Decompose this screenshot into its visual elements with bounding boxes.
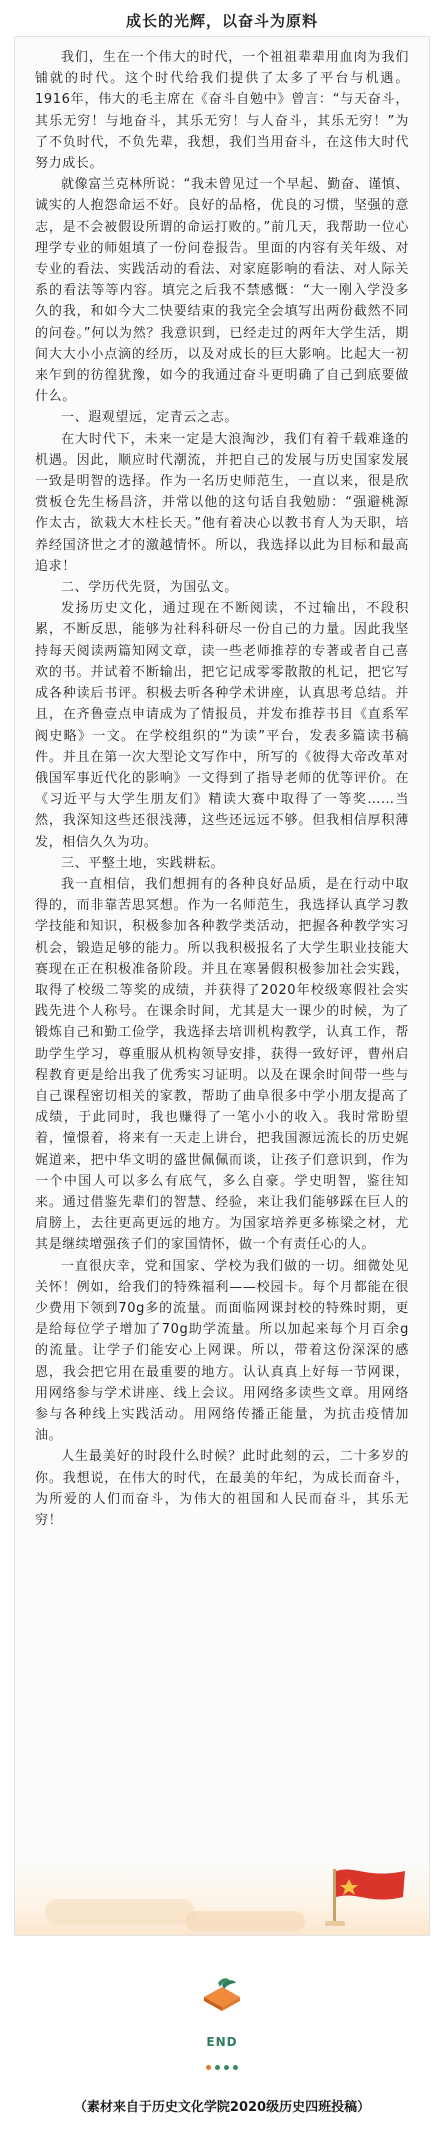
article-card (14, 36, 430, 1936)
paragraph-franklin: 就像富兰克林所说：“我未曾见过一个早起、勤奋、谨慎、诚实的人抱怨命运不好。良好的品格，优良的习惯，坚强的意志，是不会被假设所谓的命运打败的。”前几天，我帮助一位心理学专业的师姐填了一份问卷报告。里面的内容有关年级、对专业的看法、实践活动的看法、对家庭影响的看法、对人际关系的看法等等内容。填完之后我不禁感慨：“大一刚入学没多久的我，和如今大二快要结束的我完全会填写出两份截然不同的问卷。”何以为然？我意识到，已经走过的两年大学生活，期间大大小小点滴的经历，以及对成长的巨大影响。比起大一初来乍到的彷徨犹豫，如今的我通过奋斗更明确了自己到底要做什么。 (35, 177, 409, 405)
end-dots (202, 2055, 242, 2063)
cloud-decoration (45, 1899, 195, 1925)
dot (215, 2065, 220, 2070)
paragraph-intro: 我们，生在一个伟大的时代，一个祖祖辈辈用血肉为我们铺就的时代。这个时代给我们提供了太多了平台与机遇。1916年，伟大的毛主席在《奋斗自勉中》曾言：“与天奋斗，其乐无穷！与地奋斗，其乐无穷！与人奋斗，其乐无穷！”为了不负时代，不负先辈，我想，我们当用奋斗，在这伟大时代努力成长。 (35, 50, 409, 172)
paragraph-conclusion: 人生最美好的时段什么时候？此时此刻的云，二十多岁的你。我想说，在伟大的时代，在最美的年纪，为成长而奋斗，为所爱的人们而奋斗，为伟大的祖国和人民而奋斗，其乐无穷！ (35, 1449, 409, 1529)
flag-icon (319, 1863, 409, 1929)
page-title: 成长的光辉，以奋斗为原料 (125, 12, 318, 30)
footer-banner (15, 1863, 429, 1935)
paragraph-gratitude: 一直很庆幸，党和国家、学校为我们做的一切。细微处见关怀！例如，给我们的特殊福利——校园卡。每个月都能在很少费用下领到70g多的流量。而面临网课封校的特殊时期，更是给每位学子增加了70g助学流量。所以加起来每个月百余g的流量。让学子们能安心上网课。所以，带着这份深深的感恩，我会把它用在最重要的地方。认认真真上好每一节网课，用网络参与学术讲座、线上会议。用网络多读些文章。用网络参与各种线上实践活动。用网络传播正能量，为抗击疫情加油。 (35, 1258, 409, 1444)
cloud-decoration (185, 1911, 305, 1931)
section-heading-3: 三、平整土地，实践耕耘。 (61, 855, 225, 871)
paragraph-section-1: 在大时代下，未来一定是大浪淘沙，我们有着千载难逢的机遇。因此，顺应时代潮流，并把自己的发展与历史国家发展一致是明智的选择。作为一名历史师范生，一直以来，很是欣赏板仓先生杨昌济，并常以他的这句话自我勉励：“强避桃源作太古，欲栽大木柱长天。”他有着决心以教书育人为天职，培养经国济世之才的激越情怀。所以，我选择以此为目标和最高追求！ (35, 431, 409, 574)
section-heading-1: 一、遐观望远，定青云之志。 (61, 410, 238, 426)
paragraph-section-3: 我一直相信，我们想拥有的各种良好品质，是在行动中取得的，而非靠苦思冥想。作为一名师范生，我选择认真学习教学技能和知识，积极参加各种教学类活动，把握各种教学实习机会，锻造足够的能力。所以我积极报名了大学生职业技能大赛现在正在积极准备阶段。并且在寒暑假积极参加社会实践，取得了校级二等奖的成绩，并获得了2020年校级寒假社会实践先进个人称号。在课余时间，尤其是大一课少的时候，为了锻炼自己和勤工俭学，我选择去培训机构教学，认真工作，帮助学生学习，尊重服从机构领导安排，获得一致好评，曹州启程教育更是给出我了优秀实习证明。以及在课余时间带一些与自己课程密切相关的家教，帮助了曲阜很多中学小朋友提高了成绩，于此同时，我也赚得了一笔小小的收入。我时常盼望着，憧憬着，将来有一天走上讲台，把我国源远流长的历史娓娓道来，把中华文明的盛世佩佩而谈，让孩子们意识到，作为一个中国人可以多么有底气，多么自豪。学史明智，鉴往知来。通过借鉴先辈们的智慧、经验，来让我们能够踩在巨人的肩膀上，去往更高更远的地方。为国家培养更多栋梁之材，尤其是继续增强孩子们的家国情怀，做一个有责任心的人。 (35, 876, 409, 1253)
end-label: END (206, 2035, 238, 2049)
section-heading-2: 二、学历代先贤，为国弘文。 (61, 580, 238, 596)
article-body (15, 37, 429, 1531)
dot (224, 2065, 229, 2070)
paragraph-section-2: 发扬历史文化，通过现在不断阅读，不过输出，不段积累，不断反思，能够为社科科研尽一份自己的力量。因此我坚持每天阅读两篇知网文章，读一些老师推荐的专著或者自己喜欢的书。并试着不断输出，把它记成零零散散的札记，把它写成各种读后书评。积极去听各种学术讲座，认真思考总结。并且，在齐鲁壹点申请成为了情报员，并发布推荐书目《直系军阀史略》一文。在学校组织的“为读”平台，发表多篇读书稿件。并且在第一次大型论文写作中，所写的《彼得大帝改革对俄国军事近代化的影响》一文得到了指导老师的优等评价。在《习近平与大学生朋友们》精读大赛中取得了一等奖……当然，我深知这些还很浅薄，这些还远远不够。但我相信厚积薄发，相信久久为功。 (35, 601, 409, 850)
end-section (0, 1945, 444, 2065)
dot (233, 2065, 238, 2070)
book-icon (200, 1973, 244, 2013)
source-credit: （素材来自于历史文化学院2020级历史四班投稿） (73, 2100, 371, 2115)
dot (206, 2065, 211, 2070)
